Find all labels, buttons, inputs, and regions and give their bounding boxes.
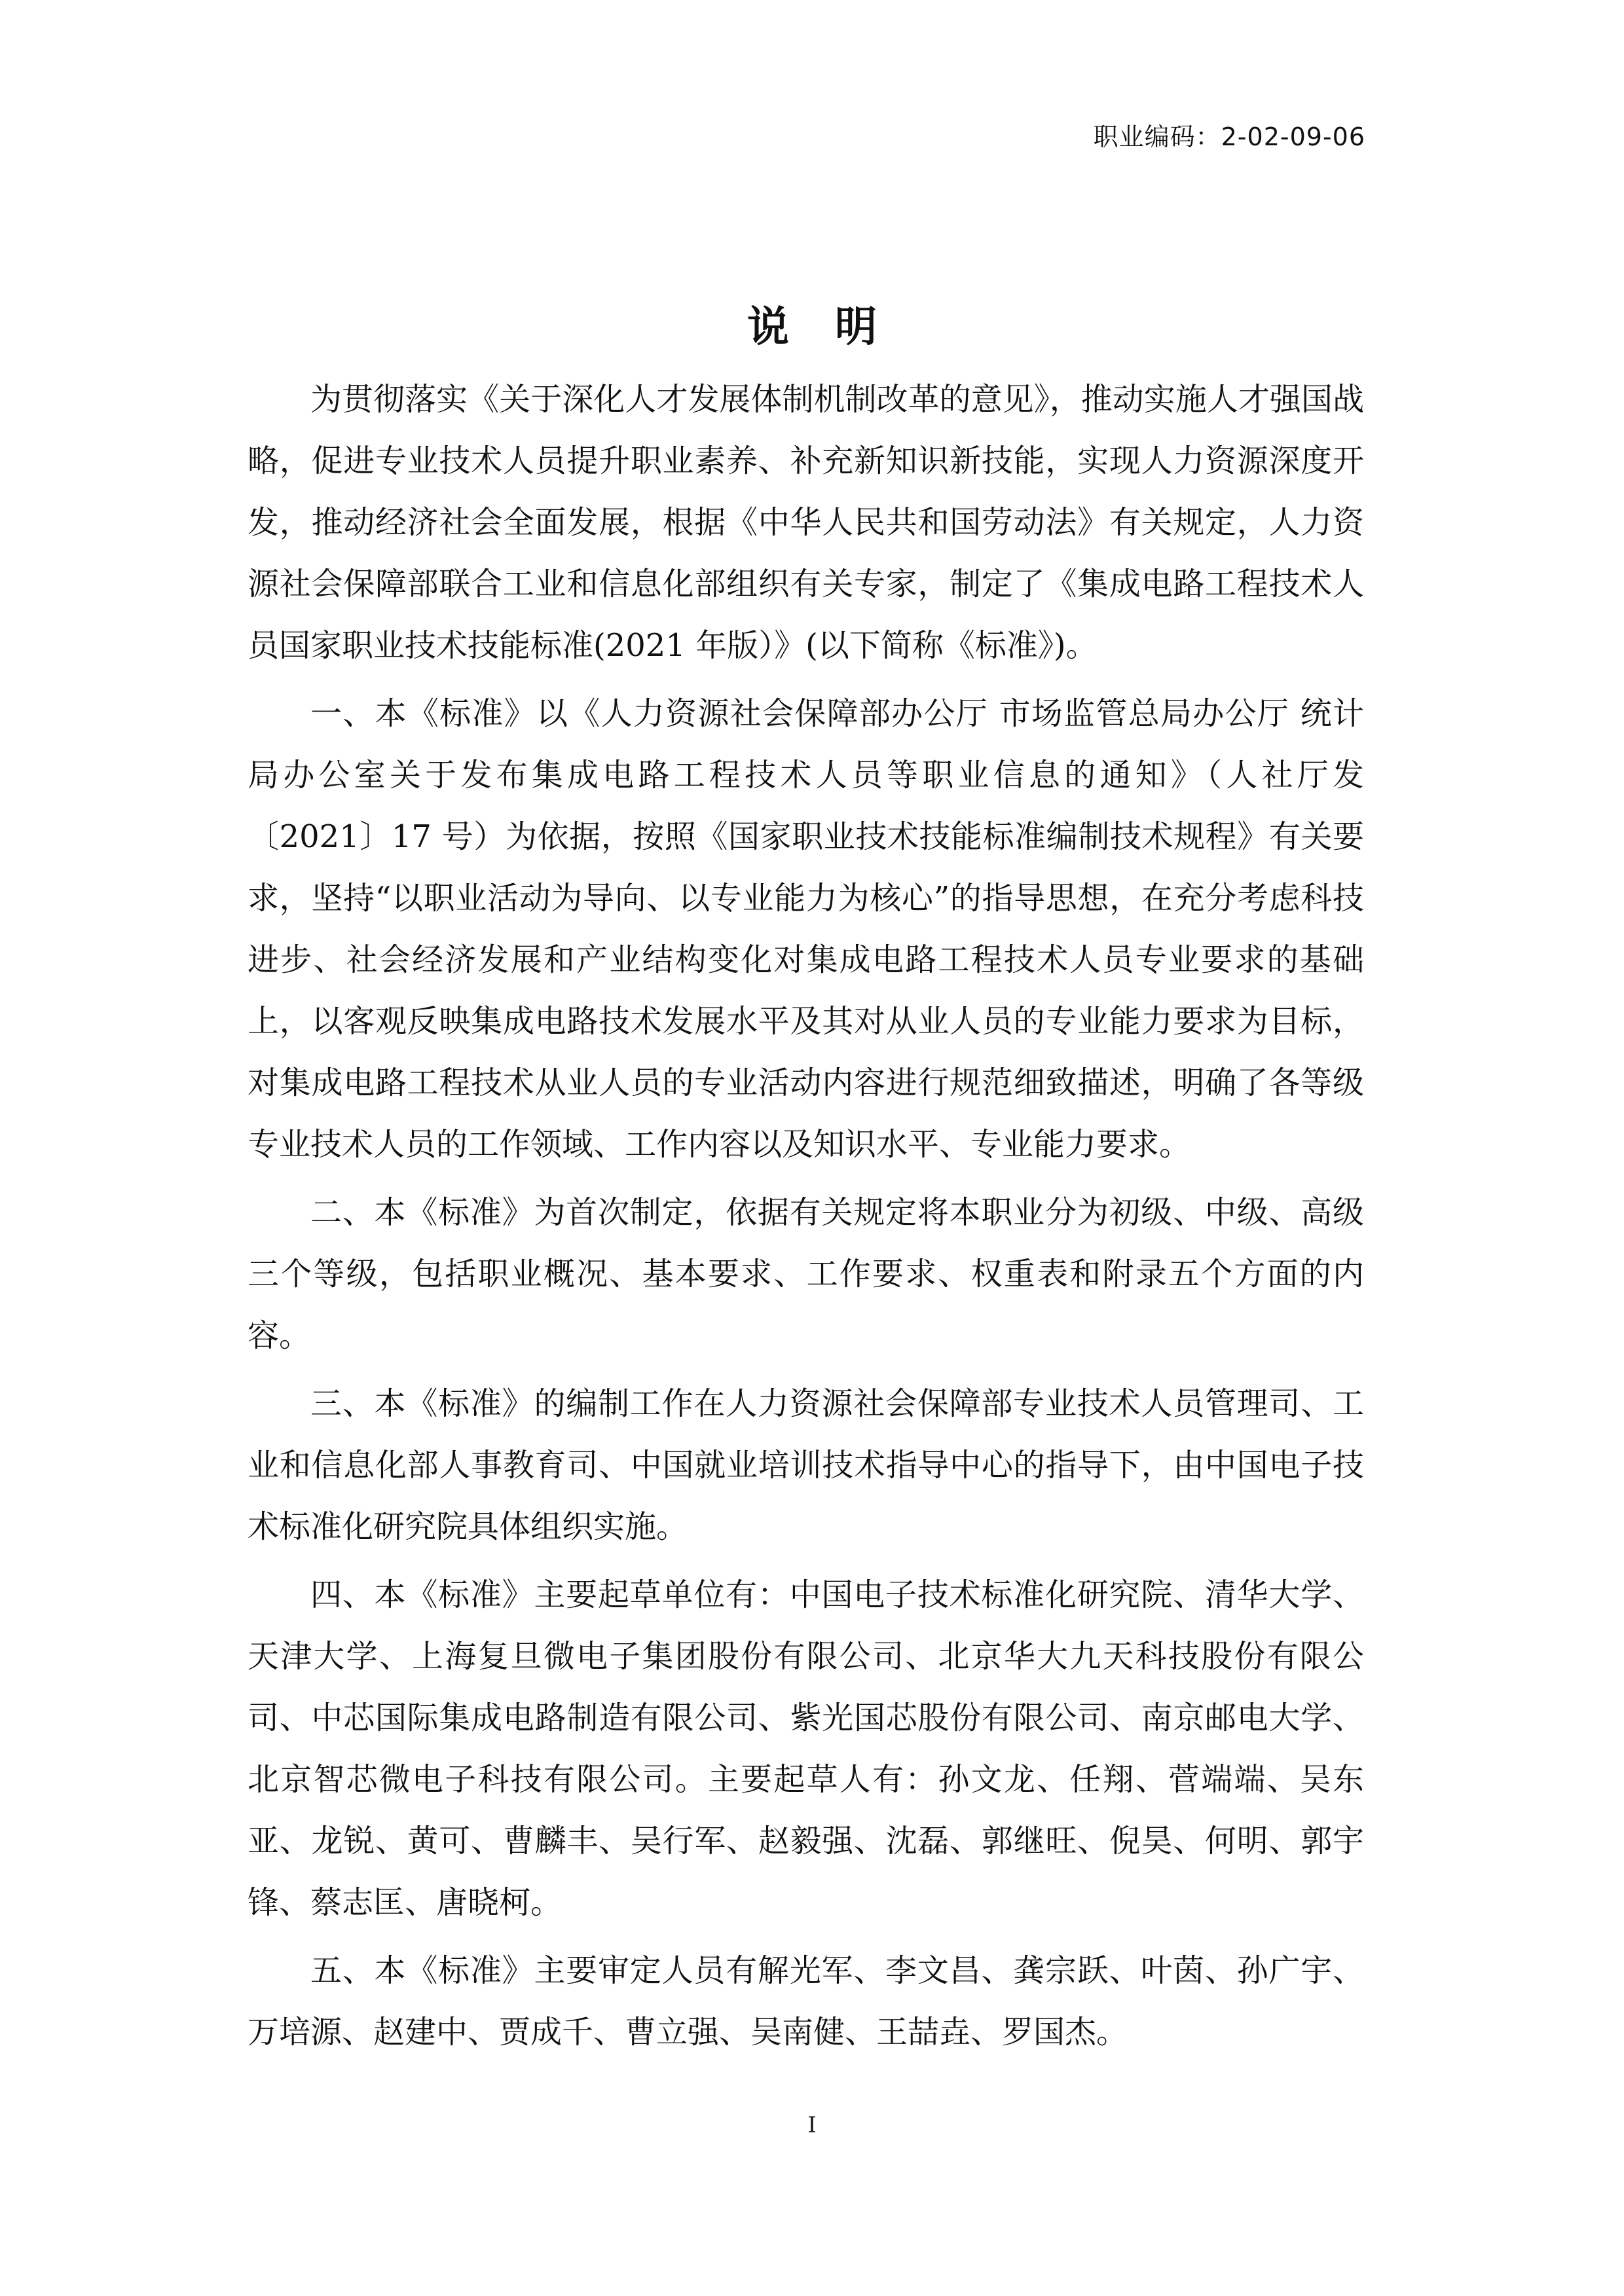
- page-title: 说明: [747, 303, 923, 352]
- intro-paragraph: 为贯彻落实《关于深化人才发展体制机制改革的意见》，推动实施人才强国战略，促进专业技术人员提升职业素养、补充新知识新技能，实现人力资源深度开发，推动经济社会全面发展，根据《中华人民共和国劳动法》有关规定，人力资源社会保障部联合工业和信息化部组织有关专家，制定了《集成电路工程技术人员国家职业技术技能标准(2021 年版）》(以下简称《标准》)。: [248, 381, 1364, 664]
- section-two-paragraph: 二、本《标准》为首次制定，依据有关规定将本职业分为初级、中级、高级三个等级，包括职业概况、基本要求、工作要求、权重表和附录五个方面的内容。: [248, 1194, 1364, 1354]
- section-four-paragraph: 四、本《标准》主要起草单位有：中国电子技术标准化研究院、清华大学、天津大学、上海复旦微电子集团股份有限公司、北京华大九天科技股份有限公司、中芯国际集成电路制造有限公司、紫光国芯股份有限公司、南京邮电大学、北京智芯微电子科技有限公司。主要起草人有：孙文龙、任翔、菅端端、吴东亚、龙锐、黄可、曹麟丰、吴行军、赵毅强、沈磊、郭继旺、倪昊、何明、郭宇锋、蔡志匡、唐晓柯。: [248, 1576, 1364, 1921]
- section-five-paragraph: 五、本《标准》主要审定人员有解光军、李文昌、龚宗跃、叶茵、孙广宇、万培源、赵建中、贾成千、曹立强、吴南健、王喆垚、罗国杰。: [248, 1952, 1364, 2050]
- occupation-code: 职业编码：2-02-09-06: [1093, 122, 1365, 151]
- document-body: [248, 369, 1364, 2063]
- section-three-paragraph: 三、本《标准》的编制工作在人力资源社会保障部专业技术人员管理司、工业和信息化部人事教育司、中国就业培训技术指导中心的指导下，由中国电子技术标准化研究院具体组织实施。: [248, 1385, 1364, 1545]
- page-number: I: [807, 2112, 817, 2138]
- section-one-paragraph: 一、本《标准》以《人力资源社会保障部办公厅 市场监管总局办公厅 统计局办公室关于发布集成电路工程技术人员等职业信息的通知》（人社厅发〔2021〕17 号）为依据，按照《国家职业技术技能标准编制技术规程》有关要求，坚持“以职业活动为导向、以专业能力为核心”的指导思想，在充分考虑科技进步、社会经济发展和产业结构变化对集成电路工程技术人员专业要求的基础上，以客观反映集成电路技术发展水平及其对从业人员的专业能力要求为目标，对集成电路工程技术从业人员的专业活动内容进行规范细致描述，明确了各等级专业技术人员的工作领域、工作内容以及知识水平、专业能力要求。: [248, 695, 1364, 1163]
